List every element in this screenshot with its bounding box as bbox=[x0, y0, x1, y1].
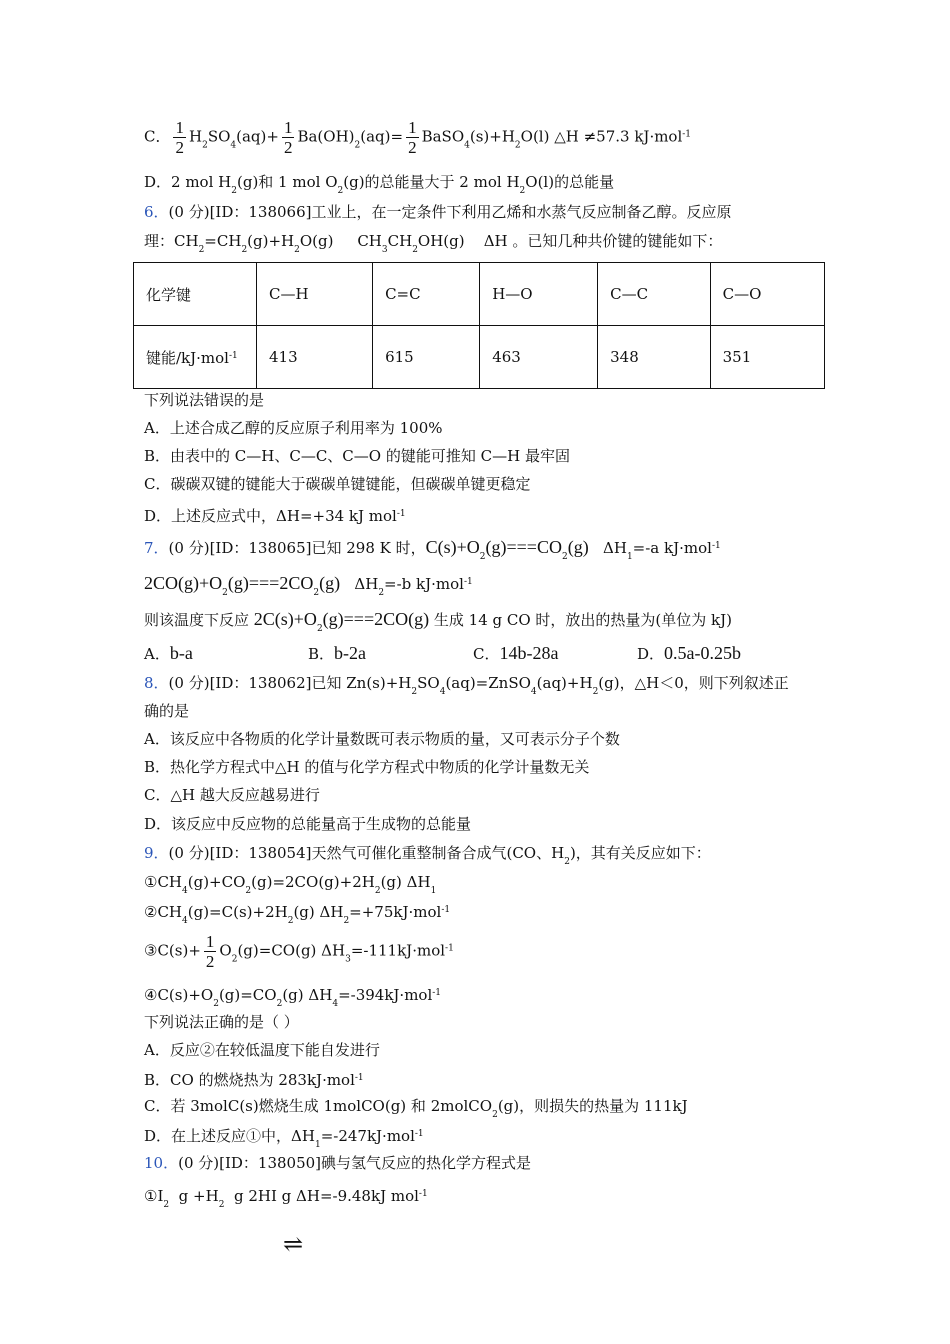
option-b-q8: B．热化学方程式中△H 的值与化学方程式中物质的化学计量数无关 bbox=[144, 758, 590, 776]
question-9-prompt: 下列说法正确的是（ ） bbox=[144, 1013, 299, 1031]
fraction: $\frac{1}{2}$ bbox=[205, 932, 215, 971]
question-7-reaction-2: $2CO(g)+O_2(g)===2CO_2(g)$ $\Delta H_2=-b$ kJ·mol$^{-1}$ bbox=[144, 573, 473, 598]
table-cell: C—O bbox=[710, 263, 824, 326]
option-b-q7: B．b-2a bbox=[308, 643, 367, 663]
fraction: $\frac{1}{2}$ bbox=[175, 118, 184, 157]
question-number: 10． bbox=[144, 1154, 179, 1172]
fraction: $\frac{1}{2}$ bbox=[283, 118, 293, 157]
option-a-q9: A．反应②在较低温度下能自发进行 bbox=[144, 1041, 380, 1059]
option-c-q6: C．碳碳双键的键能大于碳碳单键键能，但碳碳单键更稳定 bbox=[144, 475, 531, 493]
option-c-q5: C． $\frac{1}{2}$ $H_2SO_4(aq)+$ $\frac{1}{2}$ $Ba(OH)_2(aq)=$ $\frac{1}{2}$ $BaSO_4(s)+H_2O(l)$ △H ≠57.3 kJ·mol$^{-1}$ bbox=[144, 118, 692, 157]
option-a-q7: A．b-a bbox=[144, 643, 193, 663]
option-d-q6: D．上述反应式中，ΔH=+34 kJ mol$^{-1}$ bbox=[144, 507, 406, 525]
question-8-stem: 8．(0 分)[ID：138062]已知 $Zn(s)+H_2SO_4(aq)=ZnSO_4(aq)+H_2(g)$，△H＜0，则下列叙述正 bbox=[144, 674, 789, 697]
question-7-ask: 则该温度下反应 $2C(s)+O_2(g)===2CO(g)$ 生成 14 g CO 时，放出的热量为(单位为 kJ) bbox=[144, 609, 732, 634]
question-9-stem: 9．(0 分)[ID：138054]天然气可催化重整制备合成气(CO、$H_2$)，其有关反应如下： bbox=[144, 844, 711, 867]
table-cell: H—O bbox=[480, 263, 598, 326]
option-c-q9: C．若 3molC(s)燃烧生成 1molCO(g) 和 2molCO$_2$(g)，则损失的热量为 111kJ bbox=[144, 1097, 688, 1120]
table-cell: 化学键 bbox=[134, 263, 257, 326]
table-cell: 615 bbox=[373, 326, 480, 389]
reaction-3: ③C(s)+ $\frac{1}{2}$ $O_2(g)=CO(g)$ $\Delta H_3=-111kJ\cdot mol^{-1}$ bbox=[144, 932, 454, 971]
question-6-prompt: 下列说法错误的是 bbox=[144, 391, 265, 409]
table-cell: 413 bbox=[257, 326, 373, 389]
table-cell: 463 bbox=[480, 326, 598, 389]
option-b-q6: B．由表中的 C—H、C—C、C—O 的键能可推知 C—H 最牢固 bbox=[144, 447, 570, 465]
reaction-4: $④C(s)+O_2(g)=CO_2(g)$ $\Delta H_4=-394kJ\cdot mol^{-1}$ bbox=[144, 986, 442, 1009]
question-number: 8． bbox=[144, 674, 169, 692]
question-8-stem-cont: 确的是 bbox=[144, 702, 190, 720]
option-d-q5: D．2 mol $H_2(g)$和 1 mol $O_2(g)$的总能量大于 2 mol $H_2O(l)$的总能量 bbox=[144, 173, 615, 196]
table-cell: 键能/kJ·mol$^{-1}$ bbox=[134, 326, 257, 389]
question-6-stem: 6．(0 分)[ID：138066]工业上，在一定条件下利用乙烯和水蒸气反应制备乙醇。反应原 bbox=[144, 203, 732, 221]
question-number: 6． bbox=[144, 203, 169, 221]
option-b-q9: B．CO 的燃烧热为 283kJ·mol$^{-1}$ bbox=[144, 1071, 364, 1089]
reaction-2: $②CH_4(g)=C(s)+2H_2(g)$ $\Delta H_2=+75kJ\cdot mol^{-1}$ bbox=[144, 903, 451, 926]
option-d-q9: D．在上述反应①中，$\Delta H_1=-247kJ\cdot mol^{-1}$ bbox=[144, 1127, 424, 1150]
table-cell: C—C bbox=[598, 263, 711, 326]
table-cell: C=C bbox=[373, 263, 480, 326]
question-10-reaction: $①I_2$ $g +H_2$ g 2HI g ΔH=-9.48kJ mol$^{-1}$ bbox=[144, 1187, 428, 1210]
bond-energy-table bbox=[133, 262, 825, 389]
table-cell: 351 bbox=[710, 326, 824, 389]
question-number: 9． bbox=[144, 844, 169, 862]
table-row bbox=[134, 326, 825, 389]
table-header-row bbox=[134, 263, 825, 326]
equilibrium-arrow-icon: ⇌ bbox=[283, 1230, 304, 1258]
table-cell: 348 bbox=[598, 326, 711, 389]
reaction-1: $①CH_4(g)+CO_2(g)=2CO(g)+2H_2(g)$ $\Delta H_1$ bbox=[144, 873, 437, 896]
fraction: $\frac{1}{2}$ bbox=[408, 118, 417, 157]
option-d-q7: D．0.5a-0.25b bbox=[637, 643, 742, 663]
question-7-stem: 7．(0 分)[ID：138065]已知 298 K 时，$C(s)+O_2(g)===CO_2(g)$ $\Delta H_1=-a$ kJ·mol$^{-1}$ bbox=[144, 537, 721, 562]
option-a-q6: A．上述合成乙醇的反应原子利用率为 100% bbox=[144, 419, 443, 437]
option-a-q8: A．该反应中各物质的化学计量数既可表示物质的量，又可表示分子个数 bbox=[144, 730, 620, 748]
option-c-q8: C．△H 越大反应越易进行 bbox=[144, 786, 320, 804]
option-d-q8: D．该反应中反应物的总能量高于生成物的总能量 bbox=[144, 815, 472, 833]
option-c-q7: C．14b-28a bbox=[473, 643, 559, 663]
question-10-stem: 10．(0 分)[ID：138050]碘与氢气反应的热化学方程式是 bbox=[144, 1154, 532, 1172]
table-cell: C—H bbox=[257, 263, 373, 326]
question-number: 7． bbox=[144, 539, 169, 557]
question-6-reaction: 理：$CH_2=CH_2(g)+H_2O(g)$ $CH_3CH_2OH(g)$ ΔH 。已知几种共价键的键能如下： bbox=[144, 232, 723, 255]
